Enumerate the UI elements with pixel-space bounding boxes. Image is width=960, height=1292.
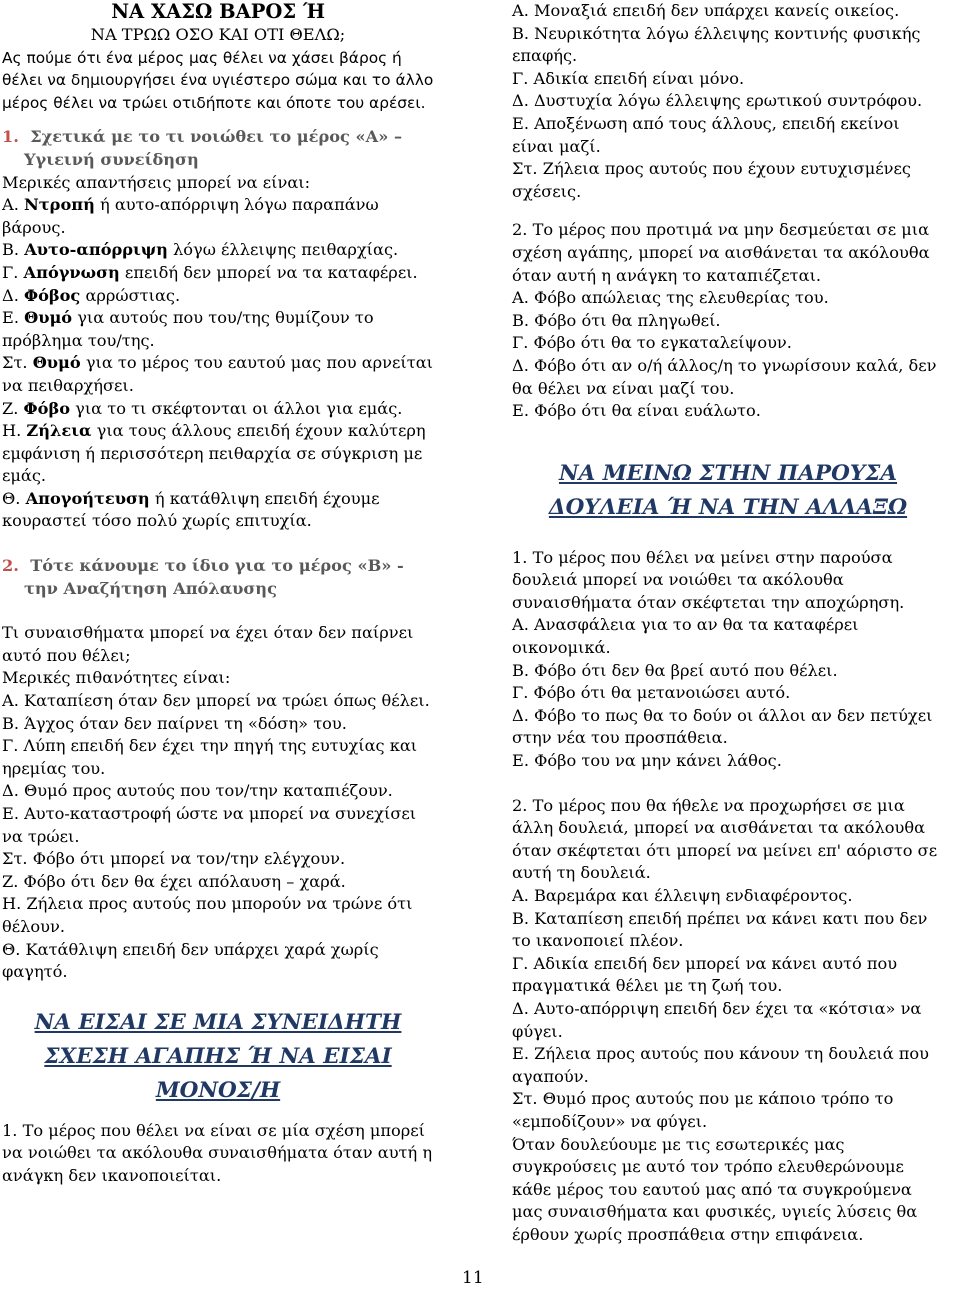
section-2-item: Β. Άγχος όταν δεν παίρνει τη «δόση» του.	[2, 713, 347, 733]
relationship-paragraph-1: 1. Το μέρος που θέλει να είναι σε μία σχέση μπορεί να νοιώθει τα ακόλουθα συναισθήματα όταν αυτή η ανάγκη δεν ικανοποιείται.	[2, 1120, 433, 1185]
item-keyword: Φόβο	[23, 398, 70, 418]
page-number: 11	[462, 1268, 484, 1288]
list-item: Α. Ανασφάλεια για το αν θα τα καταφέρει οικονομικά.	[512, 615, 859, 658]
section-1-heading	[2, 126, 434, 171]
section-2-number: 2.	[2, 556, 19, 576]
item-prefix: Θ.	[2, 488, 26, 508]
section-2-lead: Μερικές πιθανότητες είναι:	[2, 668, 231, 688]
document-title: ΝΑ ΧΑΣΩ ΒΑΡΟΣ Ή	[111, 0, 325, 23]
item-prefix: Η.	[2, 421, 27, 441]
section-1-item	[2, 420, 434, 488]
list-item: Δ. Φόβο ότι αν ο/ή άλλος/η το γνωρίσουν καλά, δεν θα θέλει να είναι μαζί του.	[512, 355, 937, 398]
section-1-item	[2, 262, 434, 285]
list-item: Α. Μοναξιά επειδή δεν υπάρχει κανείς οικείος.	[512, 1, 900, 20]
heading-job	[512, 457, 944, 525]
section-2-question: Τι συναισθήματα μπορεί να έχει όταν δεν παίρνει αυτό που θέλει;	[2, 623, 414, 665]
job-paragraph-2: 2. Το μέρος που θα ήθελε να προχωρήσει σε μια άλλη δουλειά, μπορεί να αισθάνεται τα ακόλουθα όταν σκέφτεται ότι μπορεί να μείνει επ' αόριστο σε αυτή τη δουλειά.	[512, 795, 938, 883]
section-1-title: Σχετικά με το τι νοιώθει το μέρος «Α» – Υγιεινή συνείδηση	[24, 127, 403, 169]
section-1-item	[2, 488, 434, 533]
item-prefix: Ε.	[2, 308, 25, 328]
section-2-item: Ε. Αυτο-καταστροφή ώστε να μπορεί να συνεχίσει να τρώει.	[2, 804, 417, 846]
item-keyword: Αυτο-απόρριψη	[24, 240, 168, 260]
section-2-list	[2, 690, 434, 984]
item-keyword: Ζήλεια	[26, 421, 92, 441]
relationship-list-2	[512, 287, 944, 423]
list-item: Γ. Φόβο ότι θα το εγκαταλείψουν.	[512, 333, 792, 353]
list-item: Δ. Αυτο-απόρριψη επειδή δεν έχει τα «κότσια» να φύγει.	[512, 998, 922, 1041]
section-1-list	[2, 194, 434, 533]
item-keyword: Θυμό	[24, 308, 73, 328]
list-item: Δ. Φόβο το πως θα το δούν οι άλλοι αν δεν πετύχει στην νέα του προσπάθεια.	[512, 705, 933, 748]
item-text: για το μέρος του εαυτού μας που αρνείται να πειθαρχήσει.	[2, 353, 433, 395]
list-item: Γ. Φόβο ότι θα μετανοιώσει αυτό.	[512, 683, 791, 703]
list-item: Α. Βαρεμάρα και έλλειψη ενδιαφέροντος.	[512, 886, 853, 905]
section-1-item	[2, 398, 434, 421]
list-item: Α. Φόβο απώλειας της ελευθερίας του.	[512, 288, 829, 308]
list-item: Β. Φόβο ότι θα πληγωθεί.	[512, 310, 721, 330]
document-subtitle: ΝΑ ΤΡΩΩ ΟΣΟ ΚΑΙ ΟΤΙ ΘΕΛΩ;	[90, 25, 346, 44]
item-keyword: Θυμό	[32, 353, 81, 373]
list-item: Ε. Φόβο ότι θα είναι ευάλωτο.	[512, 401, 761, 421]
item-text: λόγω έλλειψης πειθαρχίας.	[167, 240, 399, 260]
section-2-title: Τότε κάνουμε το ίδιο για το μέρος «Β» - την Αναζήτηση Απόλαυσης	[24, 556, 404, 598]
item-prefix: Στ.	[2, 353, 33, 373]
item-prefix: Δ.	[2, 285, 24, 305]
section-1-lead: Μερικές απαντήσεις μπορεί να είναι:	[2, 172, 311, 192]
item-keyword: Ντροπή	[23, 195, 95, 215]
item-text: για το τι σκέφτονται οι άλλοι για εμάς.	[70, 398, 403, 418]
item-prefix: Ζ.	[2, 398, 24, 418]
section-2-heading	[2, 555, 434, 600]
list-item: Β. Νευρικότητα λόγω έλλειψης κοντινής φυσικής επαφής.	[512, 23, 921, 66]
item-text: για αυτούς που του/της θυμίζουν το πρόβλημα του/της.	[2, 308, 374, 350]
item-text: αρρώστιας.	[80, 285, 181, 305]
section-2-item: Α. Καταπίεση όταν δεν μπορεί να τρώει όπως θέλει.	[2, 691, 430, 711]
list-item: Β. Καταπίεση επειδή πρέπει να κάνει κατι που δεν το ικανοποιεί πλέον.	[512, 908, 928, 951]
intro-paragraph: Ας πούμε ότι ένα μέρος μας θέλει να χάσει βάρος ή θέλει να δημιουργήσει ένα υγιέστερο σώμα και το άλλο μέρος θέλει να τρώει οτιδήποτε και όποτε του αρέσει.	[2, 48, 434, 112]
heading-relationship-text: ΝΑ ΕΙΣΑΙ ΣΕ ΜΙΑ ΣΥΝΕΙΔΗΤΗ ΣΧΕΣΗ ΑΓΑΠΗΣ Ή ΝΑ ΕΙΣΑΙ ΜΟΝΟΣ/Η	[34, 1009, 402, 1103]
list-item: Γ. Αδικία επειδή δεν μπορεί να κάνει αυτό που πραγματικά θέλει με τη ζωή του.	[512, 953, 898, 996]
item-keyword: Απόγνωση	[23, 262, 120, 282]
section-1-item	[2, 194, 434, 239]
section-2-item: Ζ. Φόβο ότι δεν θα έχει απόλαυση – χαρά.	[2, 871, 346, 891]
item-prefix: Γ.	[2, 262, 24, 282]
item-keyword: Φόβος	[23, 285, 81, 305]
list-item: Δ. Δυστυχία λόγω έλλειψης ερωτικού συντρόφου.	[512, 91, 923, 111]
section-2-item: Η. Ζήλεια προς αυτούς που μπορούν να τρώνε ότι θέλουν.	[2, 894, 413, 936]
relationship-paragraph-2: 2. Το μέρος που προτιμά να μην δεσμεύεται σε μια σχέση αγάπης, μπορεί να αισθάνεται τα ακόλουθα όταν αυτή η ανάγκη το καταπιέζεται.	[512, 220, 930, 285]
left-column	[2, 0, 434, 1188]
section-1-item	[2, 285, 434, 308]
section-1-number: 1.	[2, 127, 19, 147]
item-prefix: Α.	[2, 195, 24, 215]
section-1-item	[2, 239, 434, 262]
section-1-item	[2, 352, 434, 397]
relationship-list-1	[512, 0, 944, 203]
section-1-item	[2, 307, 434, 352]
right-column	[512, 0, 944, 1247]
section-2-item: Στ. Φόβο ότι μπορεί να τον/την ελέγχουν.	[2, 849, 346, 869]
heading-job-text: ΝΑ ΜΕΙΝΩ ΣΤΗΝ ΠΑΡΟΥΣΑ ΔΟΥΛΕΙΑ Ή ΝΑ ΤΗΝ ΑΛΛΑΞΩ	[548, 460, 908, 520]
list-item: Ε. Ζήλεια προς αυτούς που κάνουν τη δουλειά που αγαπούν.	[512, 1044, 930, 1086]
item-text: ή αυτο-απόρριψη λόγω παραπάνω βάρους.	[2, 195, 379, 237]
job-list-2	[512, 885, 944, 1134]
section-2-item: Δ. Θυμό προς αυτούς που τον/την καταπιέζουν.	[2, 781, 393, 801]
list-item: Ε. Φόβο του να μην κάνει λάθος.	[512, 751, 782, 771]
item-text: επειδή δεν μπορεί να τα καταφέρει.	[119, 262, 418, 282]
heading-relationship	[2, 1006, 434, 1108]
list-item: Ε. Αποξένωση από τους άλλους, επειδή εκείνοι είναι μαζί.	[512, 113, 900, 156]
list-item: Γ. Αδικία επειδή είναι μόνο.	[512, 68, 745, 88]
section-2-item: Θ. Κατάθλιψη επειδή δεν υπάρχει χαρά χωρίς φαγητό.	[2, 939, 379, 982]
list-item: Στ. Ζήλεια προς αυτούς που έχουν ευτυχισμένες σχέσεις.	[512, 159, 911, 201]
item-text: ή κατάθλιψη επειδή έχουμε κουραστεί τόσο πολύ χωρίς επιτυχία.	[2, 488, 380, 531]
section-2-item: Γ. Λύπη επειδή δεν έχει την πηγή της ευτυχίας και ηρεμίας του.	[2, 736, 418, 778]
item-prefix: Β.	[2, 240, 25, 260]
closing-paragraph: Όταν δουλεύουμε με τις εσωτερικές μας συγκρούσεις με αυτό τον τρόπο ελευθερώνουμε κάθε μέρος του εαυτού μας από τα συγκρούμενα μας συναισθήματα και φυσικές, υγιείς λύσεις θα έρθουν χωρίς προσπάθεια στην επιφάνεια.	[512, 1134, 918, 1244]
list-item: Β. Φόβο ότι δεν θα βρεί αυτό που θέλει.	[512, 660, 838, 680]
item-text: για τους άλλους επειδή έχουν καλύτερη εμφάνιση ή περισσότερη πειθαρχία σε σύγκριση με εμάς.	[2, 421, 426, 486]
job-paragraph-1: 1. Το μέρος που θέλει να μείνει στην παρούσα δουλειά μπορεί να νοιώθει τα ακόλουθα συναισθήματα όταν σκέφτεται την αποχώρηση.	[512, 547, 905, 612]
list-item: Στ. Θυμό προς αυτούς που με κάποιο τρόπο το «εμποδίζουν» να φύγει.	[512, 1089, 894, 1131]
job-list-1	[512, 614, 944, 772]
item-keyword: Απογοήτευση	[25, 488, 150, 508]
